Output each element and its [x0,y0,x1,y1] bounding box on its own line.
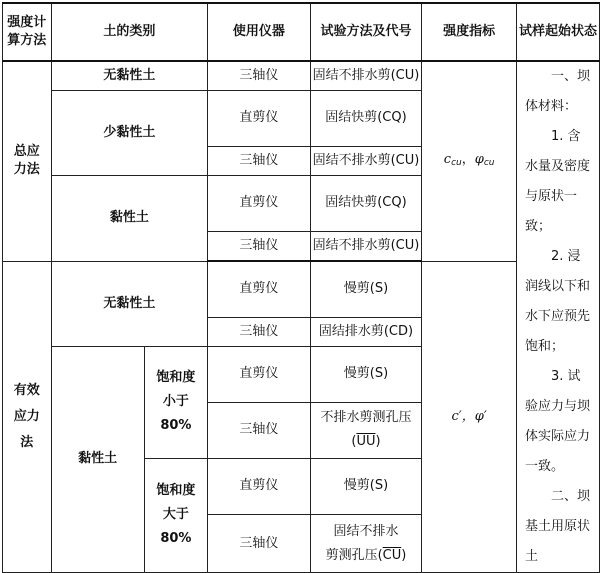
instrument-cell: 三轴仪 [208,317,310,346]
method-effective-stress: 有效应力法 [3,261,52,572]
test-method-cell: 固结不排水剪(CU) [310,146,422,175]
state-para-5: 二、坝基土用原状土 [524,489,590,564]
strength-index-total [422,61,517,261]
saturation-above-80: 饱和度大于80% [144,458,207,572]
test-method-cell [310,402,422,458]
test-line-2: $(\overline{UU})$ [351,434,381,450]
test-method-cell: 固结快剪(CQ) [310,175,422,231]
test-method-cell: 固结快剪(CQ) [310,90,422,146]
header-initial-state: 试样起始状态 [516,3,599,61]
soil-type-cohesionless-eff: 无黏性土 [51,261,208,346]
index-c: c [443,151,452,167]
test-code-uu: $\overline{UU}$ [356,434,376,450]
saturation-below-80: 饱和度小于80% [144,346,207,458]
method-total-stress: 总应力法 [3,61,52,261]
index-c-sub: cu [451,157,462,168]
instrument-cell: 三轴仪 [208,61,310,90]
test-method-cell: 慢剪(S) [310,458,422,514]
test-method-cell: 慢剪(S) [310,261,422,317]
soil-type-low-cohesive: 少黏性土 [51,90,208,175]
test-method-cell: 固结不排水剪(CU) [310,231,422,261]
header-instrument: 使用仪器 [208,3,310,61]
header-soil-type: 土的类别 [51,3,208,61]
instrument-cell: 三轴仪 [208,146,310,175]
test-suffix: ) [401,547,407,563]
instrument-cell: 三轴仪 [208,231,310,261]
test-method-cell: 慢剪(S) [310,346,422,402]
state-para-3: 2. 浸润线以下和水下应预先饱和； [524,249,590,354]
test-method-cell: 固结不排水剪(CU) [310,61,422,90]
header-strength-index: 强度指标 [422,3,517,61]
test-prefix: 剪测孔压( [325,547,383,563]
instrument-cell: 直剪仪 [208,458,310,514]
index-phi-sub: cu [483,157,495,168]
strength-test-table [2,2,600,573]
test-line-2 [313,544,420,568]
soil-type-cohesionless: 无黏性土 [51,61,208,90]
header-method: 强度计算方法 [3,3,52,61]
instrument-cell: 直剪仪 [208,346,310,402]
state-para-1: 一、坝体材料： [524,69,590,114]
soil-type-cohesive-eff: 黏性土 [51,346,144,572]
instrument-cell: 直剪仪 [208,90,310,146]
test-code-cu: $\overline{CU}$ [382,547,402,563]
strength-index-effective: c′，φ′ [422,261,517,572]
header-test-method: 试验方法及代号 [310,3,422,61]
instrument-cell: 直剪仪 [208,175,310,231]
instrument-cell: 三轴仪 [208,515,310,573]
test-line-1: 不排水剪测孔压 [320,410,412,426]
index-phi: φ [474,151,484,167]
index-sep: ， [461,151,475,167]
instrument-cell: 三轴仪 [208,402,310,458]
test-line-1: 固结不排水 [333,523,399,539]
test-method-cell: 固结排水剪(CD) [310,317,422,346]
instrument-cell: 直剪仪 [208,261,310,317]
test-method-cell [310,515,422,573]
initial-state-cell [516,61,599,573]
soil-type-cohesive: 黏性土 [51,175,208,261]
state-para-4: 3. 试验应力与坝体实际应力一致。 [524,369,590,474]
state-para-2: 1. 含水量及密度与原状一致； [524,129,590,234]
